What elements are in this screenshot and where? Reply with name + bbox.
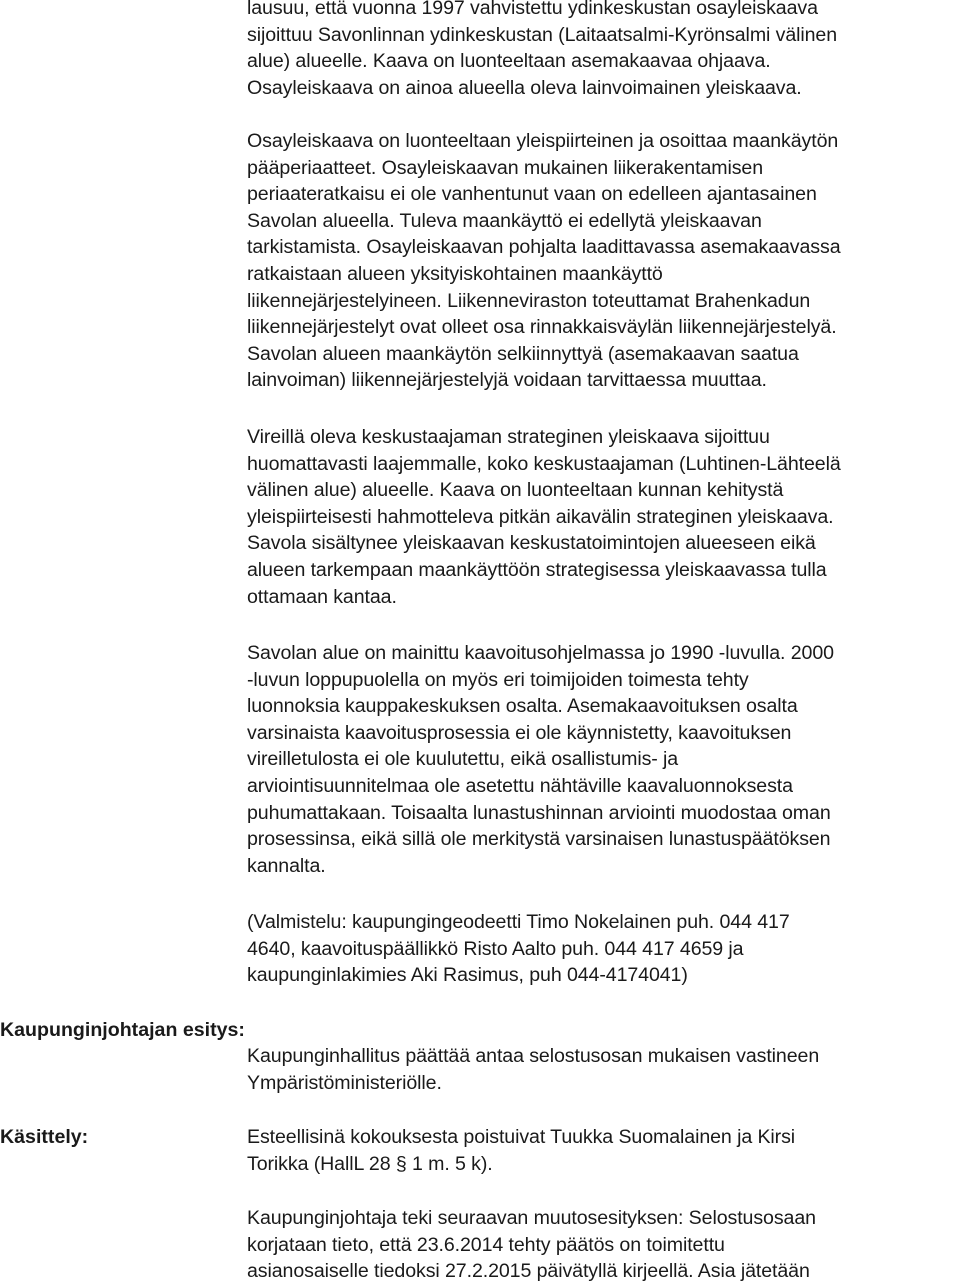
text-line: vireilletulosta ei ole kuulutettu, eikä osallistumis- ja: [247, 748, 679, 771]
text-line: kaupunginlakimies Aki Rasimus, puh 044-4174041): [247, 964, 688, 987]
text-line: huomattavasti laajemmalle, koko keskustaajaman (Luhtinen-Lähteelä: [247, 452, 841, 475]
paragraph: [247, 909, 947, 989]
handling-label: Käsittely:: [0, 1126, 89, 1148]
text-line: Vireillä oleva keskustaajaman strateginen yleiskaava sijoittuu: [247, 426, 770, 448]
text-line: 4640, kaavoituspäällikkö Risto Aalto puh. 044 417 4659 ja: [247, 937, 744, 960]
text-line: Esteellisinä kokouksesta poistuivat Tuukka Suomalainen ja Kirsi: [247, 1126, 796, 1148]
text-line: alueen tarkempaan maankäyttöön strategisessa yleiskaavassa tulla: [247, 558, 827, 581]
text-line: kannalta.: [247, 854, 326, 877]
text-line: välinen alue) alueelle. Kaava on luonteeltaan kunnan kehitystä: [247, 479, 784, 502]
paragraph: [247, 128, 947, 394]
text-line: asianosaiselle tiedoksi 27.2.2015 päivätyllä kirjeellä. Asia jätetään: [247, 1260, 810, 1283]
text-line: yleispiirteisesti hahmotteleva pitkän aikavälin strateginen yleiskaava.: [247, 505, 834, 528]
text-line: ottamaan kantaa.: [247, 585, 397, 608]
proposal-label: Kaupunginjohtajan esitys:: [0, 1019, 245, 1041]
text-line: tarkistamista. Osayleiskaavan pohjalta laadittavassa asemakaavassa: [247, 236, 841, 259]
text-line: alue) alueelle. Kaava on luonteeltaan asemakaavaa ohjaava.: [247, 50, 771, 73]
text-line: sijoittuu Savonlinnan ydinkeskustan (Laitaatsalmi-Kyrönsalmi välinen: [247, 23, 838, 46]
text-line: Kaupunginhallitus päättää antaa selostusosan mukaisen vastineen: [247, 1045, 820, 1067]
text-line: liikennejärjestelyineen. Liikenneviraston toteuttamat Brahenkadun: [247, 289, 811, 312]
text-line: lausuu, että vuonna 1997 vahvistettu ydinkeskustan osayleiskaava: [247, 0, 818, 19]
text-line: Savola sisältynee yleiskaavan keskustatoimintojen alueeseen eikä: [247, 532, 816, 555]
paragraph: [247, 1124, 947, 1177]
text-line: arviointisuunnitelmaa ole asetettu nähtäville kaavaluonnoksesta: [247, 774, 793, 797]
text-line: Ympäristöministeriölle.: [247, 1071, 442, 1094]
text-line: Kaupunginjohtaja teki seuraavan muutosesityksen: Selostusosaan: [247, 1207, 816, 1229]
text-line: Savolan alueen maankäytön selkiinnyttyä (asemakaavan saatua: [247, 342, 799, 365]
paragraph: [247, 0, 947, 101]
paragraph: [247, 1205, 947, 1285]
text-line: Osayleiskaava on ainoa alueella oleva lainvoimainen yleiskaava.: [247, 76, 802, 99]
text-line: lainvoiman) liikennejärjestelyjä voidaan tarvittaessa muuttaa.: [247, 369, 767, 392]
text-line: -luvun loppupuolella on myös eri toimijoiden toimesta tehty: [247, 668, 749, 691]
text-line: Savolan alue on mainittu kaavoitusohjelmassa jo 1990 -luvulla. 2000: [247, 642, 834, 664]
text-line: Osayleiskaava on luonteeltaan yleispiirteinen ja osoittaa maankäytön: [247, 130, 839, 152]
paragraph: [247, 640, 947, 879]
text-line: luonnoksia kauppakeskuksen osalta. Asemakaavoituksen osalta: [247, 695, 798, 718]
text-line: Savolan alueella. Tuleva maankäyttö ei edellytä yleiskaavan: [247, 209, 762, 232]
text-line: Torikka (HallL 28 § 1 m. 5 k).: [247, 1152, 493, 1175]
text-line: (Valmistelu: kaupungingeodeetti Timo Nokelainen puh. 044 417: [247, 911, 790, 933]
text-line: pääperiaatteet. Osayleiskaavan mukainen liikerakentamisen: [247, 156, 764, 179]
paragraph: [247, 424, 947, 610]
text-line: periaateratkaisu ei ole vanhentunut vaan on edelleen ajantasainen: [247, 183, 817, 206]
text-line: ratkaistaan alueen yksityiskohtainen maankäyttö: [247, 262, 663, 285]
text-line: liikennejärjestelyt ovat olleet osa rinnakkaisväylän liikennejärjestelyä.: [247, 316, 837, 339]
text-line: korjataan tieto, että 23.6.2014 tehty päätös on toimitettu: [247, 1233, 725, 1256]
paragraph: [247, 1043, 947, 1096]
text-line: puhumattakaan. Toisaalta lunastushinnan arviointi muodostaa oman: [247, 801, 831, 824]
text-line: varsinaista kaavoitusprosessia ei ole käynnistetty, kaavoituksen: [247, 721, 792, 744]
text-line: prosessinsa, eikä sillä ole merkitystä varsinaisen lunastuspäätöksen: [247, 828, 831, 851]
